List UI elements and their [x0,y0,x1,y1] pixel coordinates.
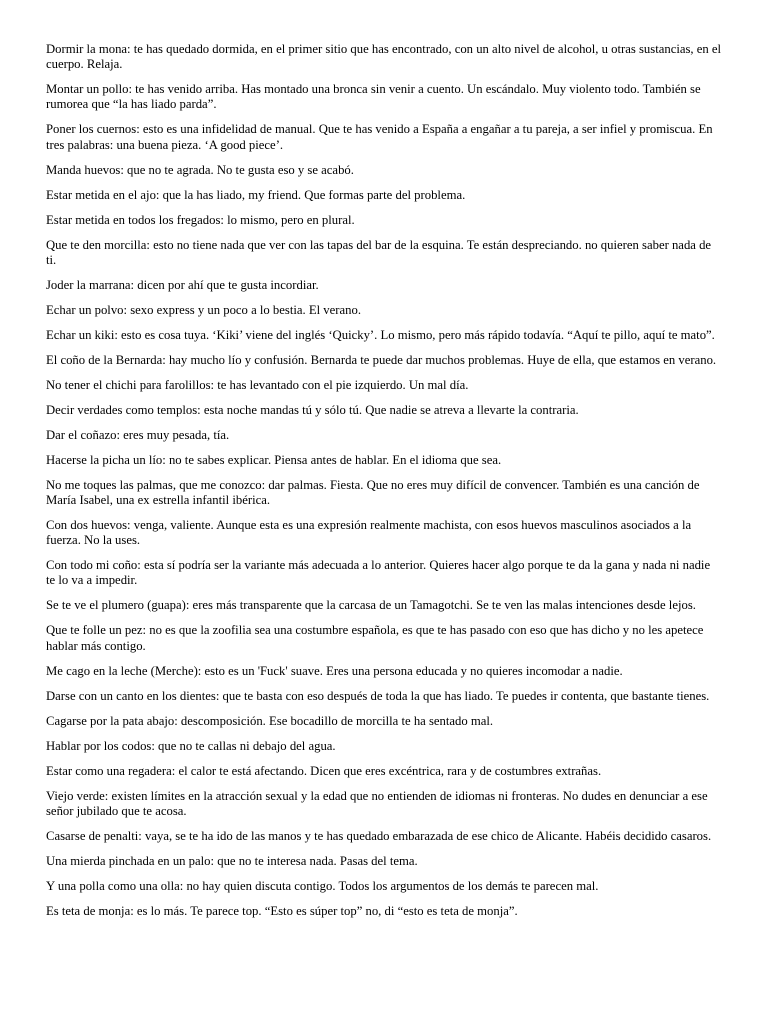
entry-viejo-verde: Viejo verde: existen límites en la atracción sexual y la edad que no entienden de idiomas ni fronteras. No dudes en denunciar a ese señor jubilado que te acosa. [46,788,708,818]
entry-dormir-la-mona: Dormir la mona: te has quedado dormida, en el primer sitio que has encontrado, con un alto nivel de alcohol, u otras sustancias, en el cuerpo. Relaja. [46,42,722,72]
entry-casarse-de-penalti: Casarse de penalti: vaya, se te ha ido de las manos y te has quedado embarazada de ese chico de Alicante. Habéis decidido casaros. [46,828,712,843]
entry-con-dos-huevos: Con dos huevos: venga, valiente. Aunque esta es una expresión realmente machista, con esos huevos masculinos asociados a la fuerza. No la uses. [46,518,692,548]
entry-darse-con-un-canto-en-los-dientes: Darse con un canto en los dientes: que te basta con eso después de toda la que has liado. Te puedes ir contenta, que bastante tienes. [46,688,710,703]
entry-una-mierda-pinchada-en-un-palo: Una mierda pinchada en un palo: que no te interesa nada. Pasas del tema. [46,853,418,868]
entry-joder-la-marrana: Joder la marrana: dicen por ahí que te gusta incordiar. [46,277,319,292]
entry-decir-verdades-como-templos: Decir verdades como templos: esta noche mandas tú y sólo tú. Que nadie se atreva a llevarte la contraria. [46,402,579,417]
entry-no-me-toques-las-palmas: No me toques las palmas, que me conozco: dar palmas. Fiesta. Que no eres muy difícil de convencer. También es una canción de María Isabel, una ex estrella infantil ibérica. [46,477,700,508]
entry-dar-el-conazo: Dar el coñazo: eres muy pesada, tía. [46,427,230,442]
entry-es-teta-de-monja: Es teta de monja: es lo más. Te parece top. “Esto es súper top” no, di “esto es teta de monja”. [46,903,518,918]
entry-echar-un-kiki: Echar un kiki: esto es cosa tuya. ‘Kiki’ viene del inglés ‘Quicky’. Lo mismo, pero más rápido todavía. “Aquí te pillo, aquí te mato”. [46,327,715,342]
entry-me-cago-en-la-leche: Me cago en la leche (Merche): esto es un 'Fuck' suave. Eres una persona educada y no quieres incomodar a nadie. [46,663,623,678]
entry-que-te-folle-un-pez: Que te folle un pez: no es que la zoofilia sea una costumbre española, es que te has pasado con eso que has dicho y no les apetece hablar más contigo. [46,623,704,653]
entry-montar-un-pollo: Montar un pollo: te has venido arriba. Has montado una bronca sin venir a cuento. Un escándalo. Muy violento todo. También se rumorea que “la has liado parda”. [46,82,701,112]
entry-se-te-ve-el-plumero: Se te ve el plumero (guapa): eres más transparente que la carcasa de un Tamagotchi. Se te ven las malas intenciones desde lejos. [46,598,696,613]
entry-cagarse-por-la-pata-abajo: Cagarse por la pata abajo: descomposición. Ese bocadillo de morcilla te ha sentado mal. [46,713,494,728]
entry-estar-como-una-regadera: Estar como una regadera: el calor te está afectando. Dicen que eres excéntrica, rara y de costumbres extrañas. [46,763,602,778]
entry-no-tener-el-chichi-para-farolillos: No tener el chichi para farolillos: te has levantado con el pie izquierdo. Un mal día. [46,377,469,392]
entry-hacerse-la-picha-un-lio: Hacerse la picha un lío: no te sabes explicar. Piensa antes de hablar. En el idioma que sea. [46,452,502,467]
entry-con-todo-mi-cono: Con todo mi coño: esta sí podría ser la variante más adecuada a lo anterior. Quieres hacer algo porque te da la gana y nada ni nadie te lo va a impedir. [46,558,711,588]
entry-echar-un-polvo: Echar un polvo: sexo express y un poco a lo bestia. El verano. [46,302,361,317]
entry-estar-metida-en-el-ajo: Estar metida en el ajo: que la has liado, my friend. Que formas parte del problema. [46,187,466,202]
entry-el-cono-de-la-bernarda: El coño de la Bernarda: hay mucho lío y confusión. Bernarda te puede dar muchos problemas. Huye de ella, que estamos en verano. [46,352,717,367]
entry-que-te-den-morcilla: Que te den morcilla: esto no tiene nada que ver con las tapas del bar de la esquina. Te están despreciando. no quieren saber nada de ti. [46,237,712,267]
entry-y-una-polla-como-una-olla: Y una polla como una olla: no hay quien discuta contigo. Todos los argumentos de los demás te parecen mal. [46,878,599,893]
entry-manda-huevos: Manda huevos: que no te agrada. No te gusta eso y se acabó. [46,162,354,177]
entry-estar-metida-en-todos-los-fregados: Estar metida en todos los fregados: lo mismo, pero en plural. [46,212,355,227]
entry-hablar-por-los-codos: Hablar por los codos: que no te callas ni debajo del agua. [46,738,336,753]
entry-poner-los-cuernos: Poner los cuernos: esto es una infidelidad de manual. Que te has venido a España a engañar a tu pareja, a ser infiel y promiscua. En tres palabras: una buena pieza. ‘A good piece’. [46,122,713,152]
